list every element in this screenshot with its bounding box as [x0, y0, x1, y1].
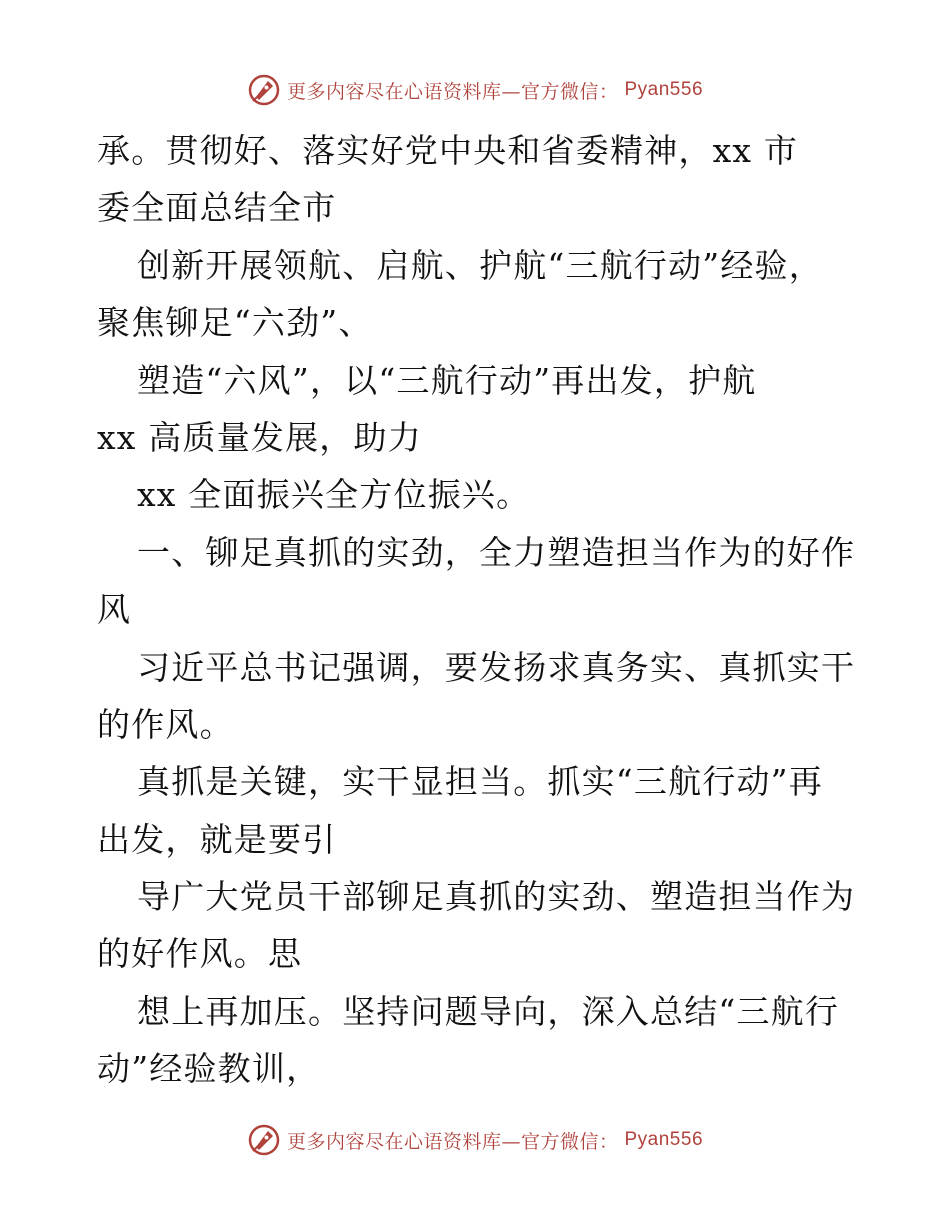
header-banner: [0, 70, 950, 110]
body-line: xx 高质量发展，助力: [97, 417, 422, 457]
header-wechat-id: Pyan556: [624, 79, 704, 100]
body-line: 塑造“六风”，以“三航行动”再出发，护航: [137, 360, 757, 400]
footer-banner-content: [247, 1123, 703, 1157]
body-line: 委全面总结全市: [97, 188, 337, 228]
body-line: 创新开展领航、启航、护航“三航行动”经验，: [137, 245, 823, 285]
body-line: 聚焦铆足“六劲”、: [97, 303, 373, 343]
section-heading: 一、铆足真抓的实劲，全力塑造担当作为的好作: [137, 532, 856, 572]
body-line: 承。贯彻好、落实好党中央和省委精神，xx 市: [97, 131, 799, 170]
header-banner-content: [247, 73, 703, 107]
body-line: 动”经验教训，: [97, 1049, 321, 1089]
pen-nib-logo-icon: [247, 1123, 281, 1157]
footer-wechat-id: Pyan556: [624, 1129, 704, 1150]
body-line: 的好作风。思: [97, 934, 303, 974]
body-line: 出发，就是要引: [97, 819, 337, 859]
body-line: 导广大党员干部铆足真抓的实劲、塑造担当作为: [137, 877, 856, 917]
body-line: 习近平总书记强调，要发扬求真务实、真抓实干: [137, 647, 856, 687]
body-line: 想上再加压。坚持问题导向，深入总结“三航行: [137, 991, 840, 1031]
section-heading-continued: 风: [97, 590, 132, 630]
body-line: 真抓是关键，实干显担当。抓实“三航行动”再: [137, 762, 823, 802]
footer-banner: [0, 1120, 950, 1160]
body-line: 的作风。: [97, 704, 234, 744]
header-banner-text: 更多内容尽在心语资料库—官方微信：: [286, 80, 619, 103]
document-body: [97, 122, 857, 1098]
body-line: xx 全面振兴全方位振兴。: [137, 475, 531, 515]
pen-nib-logo-icon: [247, 73, 281, 107]
footer-banner-text: 更多内容尽在心语资料库—官方微信：: [286, 1130, 619, 1153]
